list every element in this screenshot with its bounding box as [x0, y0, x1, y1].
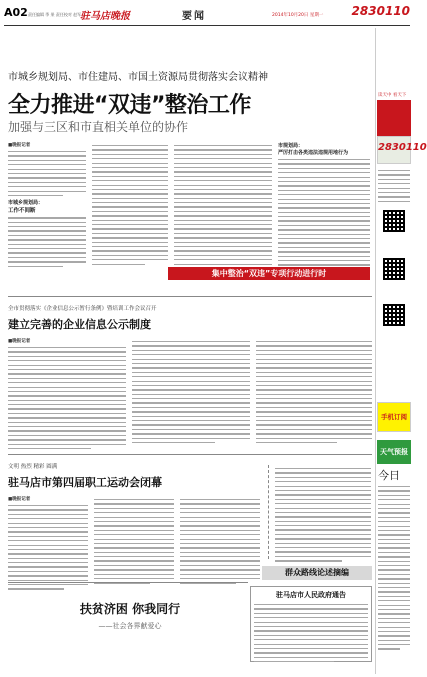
quote-box [268, 465, 371, 559]
hotline-number: 2830110 [351, 4, 410, 18]
divider [8, 582, 248, 583]
lead-column-1 [8, 142, 86, 270]
story3-byline: ■晚报记者 [8, 497, 31, 502]
masthead [4, 4, 410, 26]
story2-column-1 [8, 338, 126, 452]
story3-kicker: 文明 热烈 精彩 圆满 [8, 464, 58, 470]
sidebar-hotline: 2830110 [378, 142, 427, 153]
story2-title: 建立完善的企业信息公示制度 [8, 318, 151, 331]
today-label: 今日 [378, 469, 400, 482]
subscription-ad-text: 手机订阅 [381, 413, 407, 421]
story3-column-1 [8, 496, 88, 593]
qr-code-icon [383, 304, 405, 326]
charity-title: 扶贫济困 你我同行 [79, 602, 181, 616]
lead-subhead: 加强与三区和市直相关单位的协作 [8, 120, 189, 134]
charity-promo [30, 600, 230, 658]
story3-column-2 [94, 496, 174, 587]
government-notice [250, 586, 372, 662]
lead-column-4 [278, 142, 370, 273]
weather-banner: 天气预报 [377, 440, 411, 464]
editor-credits: 责任编辑 季 果 责任校对 赵军 [28, 12, 82, 17]
lead-column-2 [92, 142, 168, 268]
story2-column-3 [256, 338, 372, 446]
section-band: 群众路线论述摘编 [262, 566, 372, 580]
divider [8, 296, 372, 297]
masthead-logo: 驻马店晚报 [80, 11, 130, 22]
lead-headline: 全力推进“双违”整治工作 [8, 93, 251, 118]
lead-col3-sub: 严厉打击各类违法违规用地行为 [278, 150, 349, 156]
lead-col1-sub: 工作不间断 [8, 208, 36, 215]
story3-column-3 [180, 496, 260, 587]
lead-column-3 [174, 142, 272, 277]
campaign-banner: 集中整治“双违”专项行动进行时 [168, 267, 370, 280]
section-title: 要闻 [182, 11, 206, 22]
lead-col3-head: 市规划局： [278, 143, 304, 149]
subscription-ad [377, 402, 411, 432]
charity-subtitle: ——社会各界献爱心 [98, 622, 162, 630]
notice-title: 驻马店市人民政府通告 [276, 591, 346, 599]
story2-column-2 [132, 338, 250, 446]
divider [8, 454, 372, 455]
sidebar-info-lines [378, 170, 410, 205]
sidebar-slogan: 读天中 看天下 [378, 93, 407, 98]
story3-title: 驻马店市第四届职工运动会闭幕 [8, 476, 162, 489]
page-number: A02 [4, 6, 28, 19]
lead-col1-head: 市城乡规划局： [8, 200, 44, 207]
qr-code-icon [383, 258, 405, 280]
lead-byline: ■晚报记者 [8, 143, 31, 148]
lead-body-1 [8, 151, 86, 196]
issue-date: 2014年10月20日 星期一 [272, 13, 324, 18]
story2-kicker: 全市贯彻落实《企业信息公示暂行条例》暨培训工作会议召开 [8, 306, 157, 312]
qr-code-icon [383, 210, 405, 232]
lead-kicker: 市城乡规划局、市住建局、市国土资源局贯彻落实会议精神 [8, 72, 268, 83]
sidebar-red-strip [377, 100, 411, 136]
story2-byline: ■晚报记者 [8, 339, 31, 344]
sidebar-weather-lines [378, 486, 410, 653]
